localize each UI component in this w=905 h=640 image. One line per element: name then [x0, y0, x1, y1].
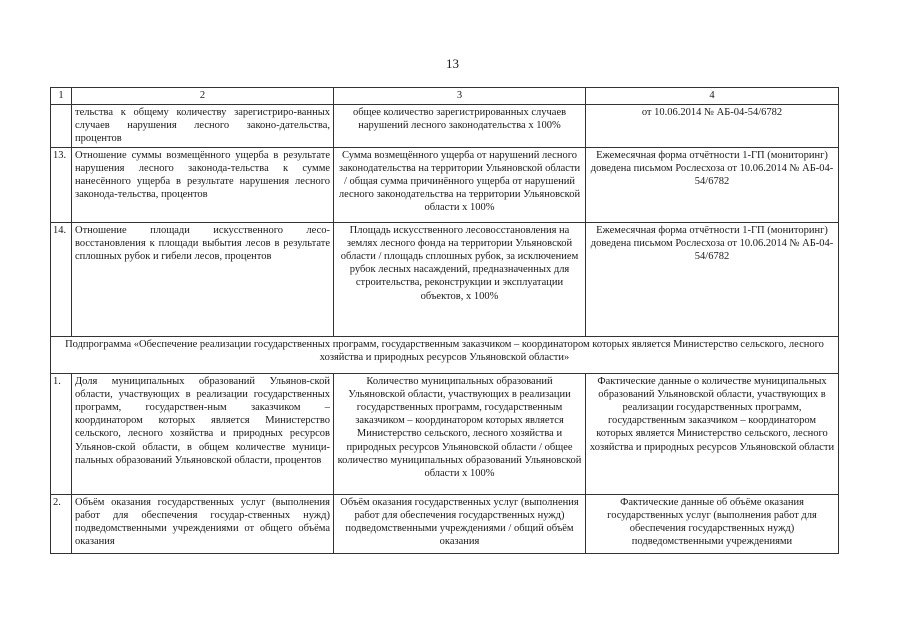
- page-number: 13: [446, 56, 459, 71]
- header-cell-4: 4: [586, 88, 839, 105]
- source-cell: Фактические данные о количестве муниципальных образований Ульяновской области, участвующих в реализации государственных программ, государственным заказчиком – координатором которых является Министерство сельского, лесного хозяйства и природных ресурсов Ульяновской области: [586, 373, 839, 494]
- source-cell: Фактические данные об объёме оказания государственных услуг (выполнения работ для обеспечения государственных нужд) подведомственными учреждениями: [586, 494, 839, 553]
- indicators-table: [50, 87, 839, 554]
- indicator-cell: Отношение площади искусственного лесо-восстановления к площади выбытия лесов в результате сплошных рубок и гибели лесов, процентов: [72, 222, 334, 336]
- indicator-cell: тельства к общему количеству зарегистриро-ванных случаев нарушения лесного законо-дательства, процентов: [72, 105, 334, 148]
- row-number: 13.: [51, 147, 72, 222]
- source-cell: Ежемесячная форма отчётности 1-ГП (мониторинг) доведена письмом Рослесхоза от 10.06.2014 № АБ-04-54/6782: [586, 147, 839, 222]
- table-row: [51, 494, 839, 553]
- row-number: 2.: [51, 494, 72, 553]
- indicator-cell: Отношение суммы возмещённого ущерба в результате нарушения лесного законода-тельства к сумме нанесённого ущерба в результате нарушения лесного законода-тельства, процентов: [72, 147, 334, 222]
- row-number: [51, 105, 72, 148]
- formula-cell: Сумма возмещённого ущерба от нарушений лесного законодательства на территории Ульяновской области / общая сумма причинённого ущерба от нарушений лесного законодательства на территории Ульяновской области х 100%: [334, 147, 586, 222]
- header-cell-2: 2: [72, 88, 334, 105]
- subprogram-row: [51, 336, 839, 373]
- indicator-cell: Доля муниципальных образований Ульянов-ской области, участвующих в реализации государственных программ, государствен-ным заказчиком – координатором которых является Министерство сельского, лесного хозяйства и природных ресурсов Ульянов-ской области, в общем количестве муници-пальных образований Ульяновской области, процентов: [72, 373, 334, 494]
- source-cell: от 10.06.2014 № АБ-04-54/6782: [586, 105, 839, 148]
- row-number: 14.: [51, 222, 72, 336]
- indicator-cell: Объём оказания государственных услуг (выполнения работ для обеспечения государ-ственных нужд) подведомственными учреждениями от общего объёма оказания: [72, 494, 334, 553]
- table-row: [51, 222, 839, 336]
- formula-cell: Количество муниципальных образований Ульяновской области, участвующих в реализации государственных программ, государственным заказчиком – координатором которых является Министерство сельского, лесного хозяйства и природных ресурсов Ульяновской области / общее количество муниципальных образований Ульяновской области х 100%: [334, 373, 586, 494]
- formula-cell: Объём оказания государственных услуг (выполнения работ для обеспечения государственных нужд) подведомственными учреждениями / общий объём оказания: [334, 494, 586, 553]
- row-number: 1.: [51, 373, 72, 494]
- formula-cell: общее количество зарегистрированных случаев нарушений лесного законодательства х 100%: [334, 105, 586, 148]
- header-cell-3: 3: [334, 88, 586, 105]
- subprogram-title: Подпрограмма «Обеспечение реализации государственных программ, государственным заказчиком – координатором которых является Министерство сельского, лесного хозяйства и природных ресурсов Ульяновской области»: [51, 336, 839, 373]
- table-row: [51, 105, 839, 148]
- table-header-row: [51, 88, 839, 105]
- source-cell: Ежемесячная форма отчётности 1-ГП (мониторинг) доведена письмом Рослесхоза от 10.06.2014 № АБ-04-54/6782: [586, 222, 839, 336]
- header-cell-1: 1: [51, 88, 72, 105]
- formula-cell: Площадь искусственного лесовосстановления на землях лесного фонда на территории Ульяновской области / площадь сплошных рубок, за исключением рубок лесных насаждений, предназначенных для строительства, реконструкции и эксплуатации объектов, х 100%: [334, 222, 586, 336]
- table-row: [51, 373, 839, 494]
- table-row: [51, 147, 839, 222]
